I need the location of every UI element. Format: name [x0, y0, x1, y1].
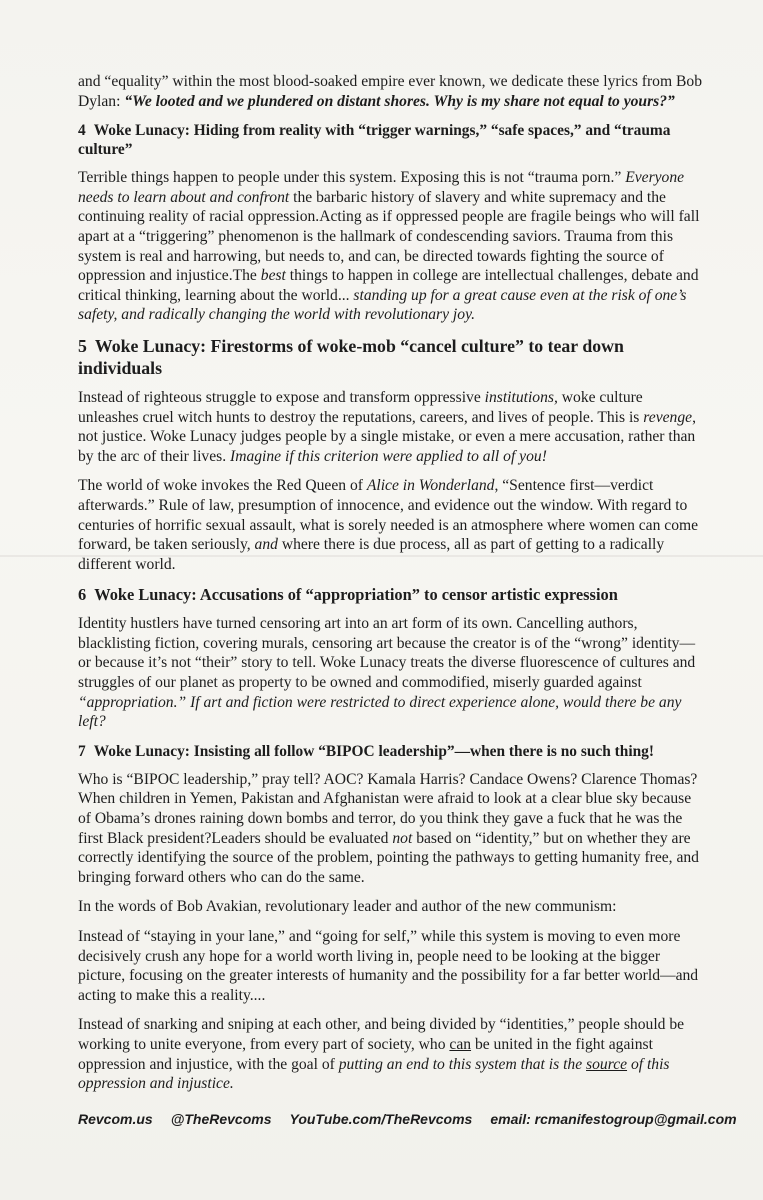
dylan-quote: “We looted and we plundered on distant shores. Why is my share not equal to yours?” [124, 92, 675, 110]
footer-youtube: YouTube.com/TheRevcoms [289, 1110, 473, 1127]
avakian-quote-intro: In the words of Bob Avakian, revolutionary leader and author of the new communism: [78, 898, 617, 916]
section-6-paragraph: Identity hustlers have turned censoring art into an art form of its own. Cancelling authors, blacklisting fiction, covering murals, censoring art because the creator is of the “wrong” identity—or because it’s not “their” story to tell. Woke Lunacy treats the diverse fluorescence of cultures and struggles of our planet as property to be owned and commodified, miserly guarded against “appropriation.” If art and fiction were restricted to direct experience alone, would there be any left? [78, 615, 696, 731]
section-7-heading: 7 Woke Lunacy: Insisting all follow “BIPOC leadership”—when there is no such thing! [78, 742, 654, 760]
section-4-paragraph: Terrible things happen to people under this system. Exposing this is not “trauma porn.” Everyone needs to learn about and confront the barbaric history of slavery and white supremacy and the continuing reality of racial oppression.Acting as if oppressed people are fragile beings who will fall apart at a “triggering” phenomenon is the hallmark of condescending saviors. Trauma from this system is real and harrowing, but needs to, and can, be directed towards fighting the source of oppression and injustice.The best things to happen in college are intellectual challenges, debate and critical thinking, learning about the world... standing up for a great cause even at the risk of one’s safety, and radically changing the world with revolutionary joy. [78, 169, 700, 324]
footer-email: email: rcmanifestogroup@gmail.com [490, 1110, 737, 1127]
footer-site: Revcom.us [78, 1110, 153, 1127]
footer-twitter: @TheRevcoms [170, 1110, 272, 1127]
avakian-quote-paragraph-1: Instead of “staying in your lane,” and “going for self,” while this system is moving to even more decisively crush any hope for a world worth living in, people need to be looking at the bigger picture, focusing on the greater interests of humanity and the possibility for a far better world—and acting to make this a reality.... [78, 928, 699, 1004]
avakian-quote-paragraph-2: Instead of snarking and sniping at each other, and being divided by “identities,” people should be working to unite everyone, from every part of society, who can be united in the fight against oppression and injustice, with the goal of putting an end to this system that is the source of this oppression and injustice. [78, 1016, 685, 1093]
section-6-heading: 6 Woke Lunacy: Accusations of “appropriation” to censor artistic expression [78, 585, 618, 605]
section-5-paragraph-2: The world of woke invokes the Red Queen of Alice in Wonderland, “Sentence first—verdict afterwards.” Rule of law, presumption of innocence, and evidence out the window. With regard to centuries of horrific sexual assault, what is sorely needed is an atmosphere where women can come forward, be taken seriously, and where there is due process, all as part of getting to a radically different world. [78, 477, 699, 573]
intro-paragraph: and “equality” within the most blood-soaked empire ever known, we dedicate these lyrics from Bob Dylan: “We looted and we plundered on distant shores. Why is my share not equal to yours?” [78, 73, 703, 110]
section-7-paragraph: Who is “BIPOC leadership,” pray tell? AOC? Kamala Harris? Candace Owens? Clarence Thomas? When children in Yemen, Pakistan and Afghanistan were afraid to look at a clear blue sky because of Obama’s drones raining down bombs and terror, do you think they gave a fuck that he was the first Black president?Leaders should be evaluated not based on “identity,” but on whether they are correctly identifying the source of the problem, pointing the pathways to getting humanity free, and bringing forward others who can do the same. [78, 770, 699, 886]
contact-footer [78, 1110, 737, 1130]
section-5-paragraph-1: Instead of righteous struggle to expose and transform oppressive institutions, woke culture unleashes cruel witch hunts to destroy the reputations, careers, and lives of people. This is revenge, not justice. Woke Lunacy judges people by a single mistake, or even a mere accusation, rather than by the arc of their lives. Imagine if this criterion were applied to all of you! [78, 388, 696, 465]
section-4-heading: 4 Woke Lunacy: Hiding from reality with “trigger warnings,” “safe spaces,” and “trauma culture” [78, 122, 671, 159]
section-5-heading: 5 Woke Lunacy: Firestorms of woke-mob “cancel culture” to tear down individuals [78, 335, 624, 378]
paper-crease [0, 555, 763, 557]
